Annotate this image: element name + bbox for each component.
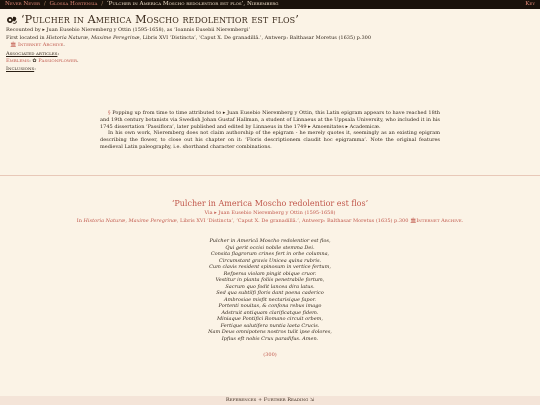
in-book: Historia Naturæ, Maxime Peregrinæ	[83, 218, 177, 224]
page-title: ‘Pulcher in America Moscho redolentior est flos’	[21, 13, 299, 26]
section-divider	[0, 175, 540, 176]
quote-section	[0, 199, 540, 358]
note-text-2: In his own work, Nieremberg does not claim authorship of the epigram - he merely quotes it, seemingly as an existing epigram describing the flower, to close out his chapter on it: ‘Floris descriptionem claudit hoc epigramma’. Note the original features medieval Latin paleography, i.e. shorthand character combinations.	[100, 130, 440, 150]
poem-line: Ambrosiae misfit nectarisique fapor.	[223, 296, 317, 303]
note-paragraph-1	[100, 110, 440, 130]
first-located-book: Historia Naturæ, Maxime Peregrinæ	[46, 34, 140, 41]
breadcrumb-current: ‘Pulcher in America Moscho redolentior est flos’, Nieremberg	[106, 1, 279, 7]
poem-line: Qui gerit occisi nobile stemma Dei.	[225, 244, 315, 251]
poem-line: Ipfius eft nobis Crux paradifus. Amen.	[221, 335, 319, 342]
commentary-notes	[100, 110, 440, 151]
emblems-label[interactable]: Emblems	[6, 58, 30, 65]
in-rest: , Libris XVI ‘Distincta’, ‘Caput X. De granadillâ.’, Antwerp: Balthasar Moretus (1635) p.300	[176, 218, 409, 224]
poem-line: Pulcher in Americâ Moscho redolentior est flos,	[209, 238, 331, 244]
poem-line: Portenti nouitas, & confona rebus imago	[218, 303, 322, 309]
recounted-line	[6, 27, 534, 35]
recounted-suffix: , as ‘Ioannis Eusebii Nierembergi’	[163, 27, 251, 33]
references-footer[interactable]	[0, 396, 540, 405]
bullet-icon: ▸	[42, 27, 45, 33]
in-prefix: In	[76, 218, 82, 224]
first-located-prefix: First located in	[6, 34, 45, 41]
poem-line: Consita flagrorum crines fert in orbe columna,	[210, 251, 330, 257]
note-paragraph-2	[100, 130, 440, 150]
inclusions-label[interactable]: Inclusions	[6, 65, 35, 72]
poem-line: Adstruit antiquam clarificatque fidem.	[221, 309, 319, 316]
note-text-1: Popping up from time to time attributed to ▸ Juan Eusebio Nieremberg y Ottin, this Latin epigram appears to have reached 18th and 19th century botanists via Swedish Johan Gustaf Hallman, a student of Linnaeus at the Uppsala University, who included it in his 1745 dissertation ‘Passiflora’, later published and edited by Linnaeus in the 1749 ▸ Amoenitates ▸ Academicæ.	[100, 110, 440, 130]
associated-line: Associated articles:	[6, 50, 60, 57]
poem-line: Sacrum quo fodit lancea dira latus.	[225, 283, 315, 290]
poem-line: Circumstant gravis Unicea quina rubris.	[218, 257, 322, 264]
article-header	[6, 12, 534, 74]
page-number: (300)	[263, 352, 277, 358]
via-line	[0, 210, 540, 216]
inclusions-line: Inclusions:	[6, 65, 36, 72]
bullet-icon: ▸	[214, 210, 217, 216]
breadcrumb-separator: /	[101, 1, 104, 7]
pilcrow-icon: §	[108, 110, 111, 116]
first-located-line	[6, 35, 534, 43]
top-nav-bar	[0, 0, 540, 9]
poem-line: Vestitur in planta foliis penetrabile fortum,	[215, 277, 325, 283]
archive-icon: 🏛	[409, 218, 417, 224]
via-author[interactable]: Juan Eusebio Nieremberg y Ottin (1595-1658)	[218, 210, 336, 216]
poem-line: Cum clavis resident spinosum in vertice fertum,	[209, 264, 331, 270]
breadcrumb-glossa-hortensia[interactable]: Glossa Hortensia	[49, 1, 98, 7]
archive-line: 🏛 Internet Archive.	[10, 42, 65, 49]
recounted-prefix: Recounted by	[6, 27, 41, 33]
associated-label: Associated articles	[6, 50, 58, 57]
internet-archive-link[interactable]: Internet Archive	[17, 42, 64, 49]
passionflower-link[interactable]: Passionflower	[38, 58, 77, 65]
poem-line: Sed qua subtilfi floris dant poena caderico	[216, 290, 324, 296]
in-line: In Historia Naturæ, Maxime Peregrinæ, Libris XVI ‘Distincta’, ‘Caput X. De granadillâ.’, Antwerp: Balthasar Moretus (1635) p.300 🏛Internet Archive.	[76, 218, 464, 224]
poem-line: Miniaque Pontifici Romano circuit orbem,	[216, 316, 324, 322]
flower-icon: ✿	[32, 58, 37, 65]
references-toggle[interactable]: References + Further Reading ⇲	[225, 397, 315, 403]
poem	[170, 238, 370, 342]
key-link[interactable]: Key	[525, 1, 535, 7]
poem-line: Fertique salutifera nuntia laeta Crucis.	[220, 322, 320, 329]
poem-line: Refpersa violam pingit obique cruor.	[223, 270, 317, 277]
breadcrumb-never-never[interactable]: Never Never	[5, 1, 41, 7]
via-prefix: Via	[204, 210, 213, 216]
breadcrumb	[5, 0, 278, 9]
first-located-rest: , Libris XVI ‘Distincta’, ‘Caput X. De granadillâ.’, Antwerp: Balthasar Moretus (1635) p.300	[139, 34, 372, 41]
poem-line: Nam Deus omnipotens nostros tulit ipse dolores,	[208, 329, 332, 335]
archive-icon: 🏛	[10, 42, 17, 49]
recounted-author[interactable]: Juan Eusebio Nieremberg y Ottin (1595-1658)	[46, 27, 164, 33]
quote-heading: ‘Pulcher in America Moscho redolentior est flos’	[171, 199, 369, 208]
breadcrumb-separator: /	[43, 1, 46, 7]
passionflower-icon	[6, 15, 18, 25]
emblems-line: Emblems: ✿ Passionflower.	[6, 58, 79, 65]
quote-archive-link[interactable]: Internet Archive	[416, 218, 462, 224]
